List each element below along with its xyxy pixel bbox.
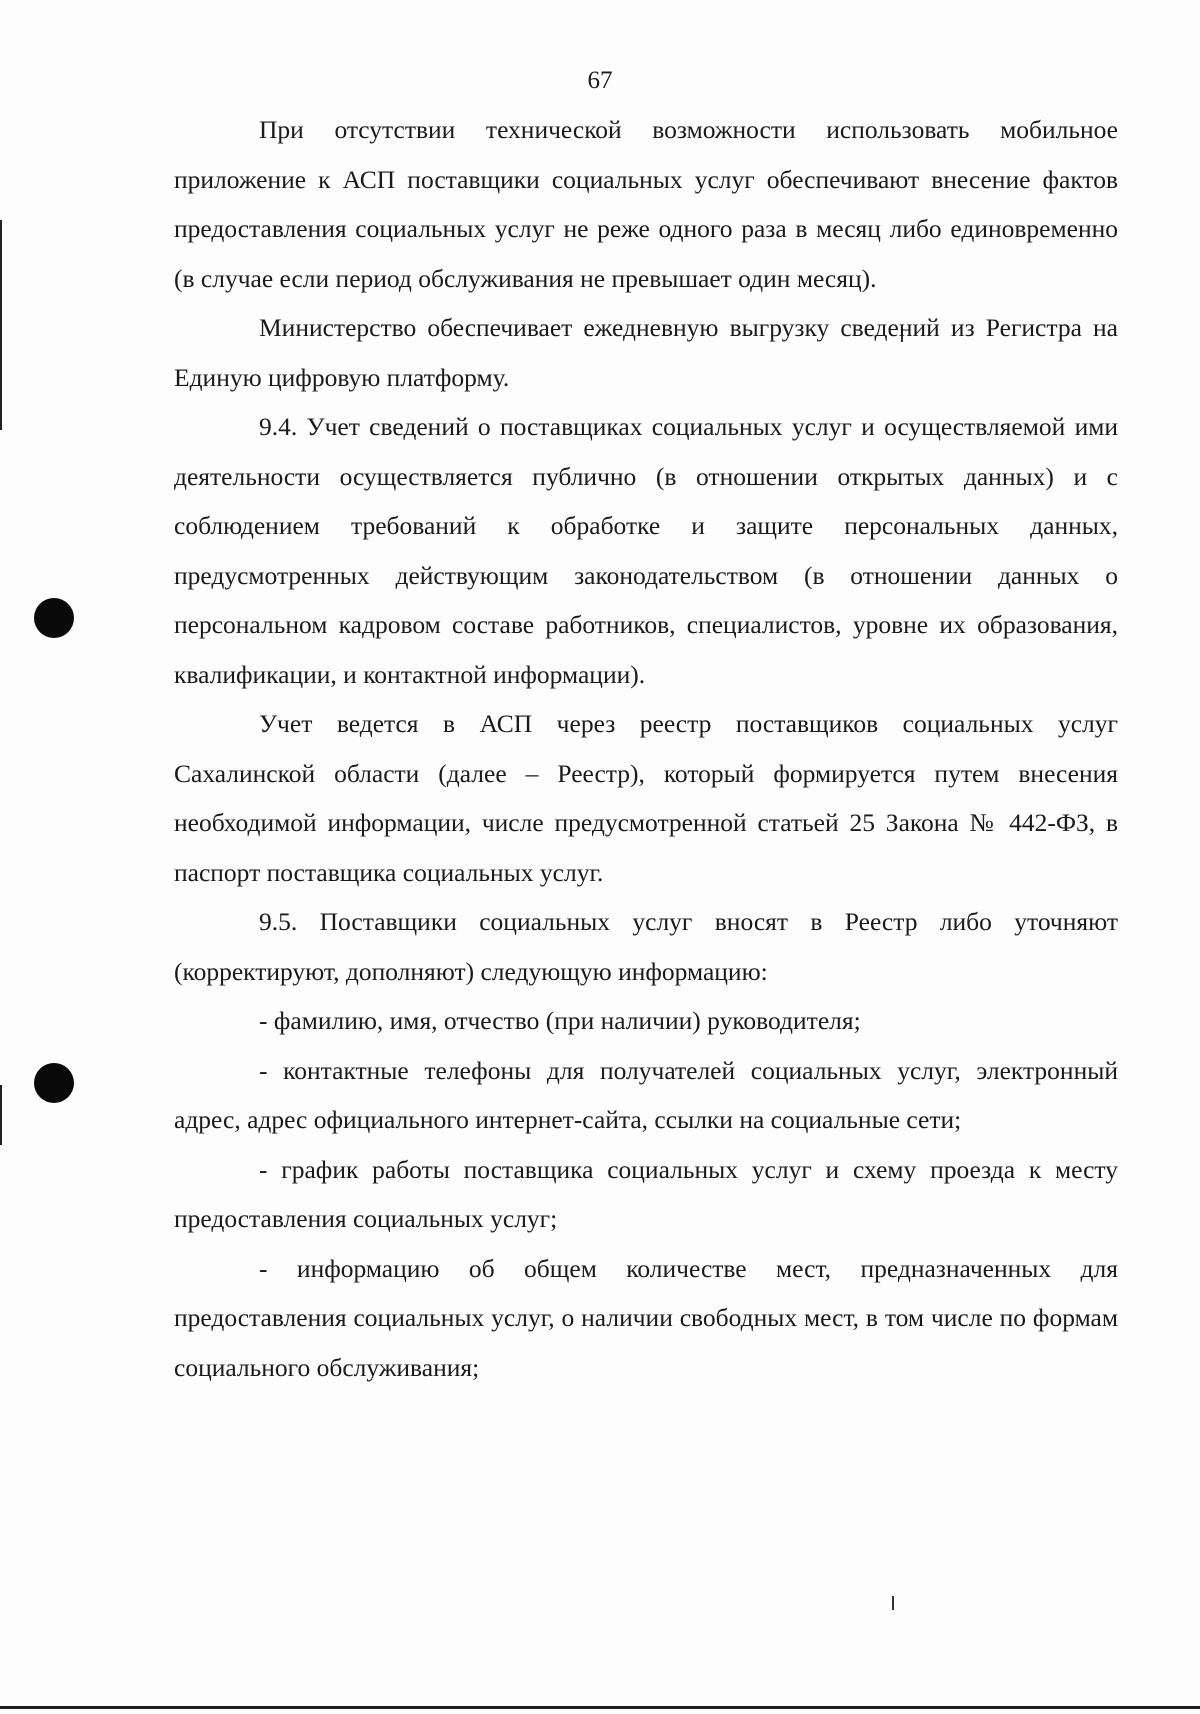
list-item: - фамилию, имя, отчество (при наличии) руководителя; bbox=[259, 1006, 861, 1035]
page-number: 67 bbox=[587, 67, 613, 94]
paragraph: 9.5. Поставщики социальных услуг вносят в Реестр либо уточняют (корректируют, дополняют) следующую информацию: bbox=[174, 907, 1118, 986]
paragraph: 9.4. Учет сведений о поставщиках социальных услуг и осуществляемой ими деятельности осуществляется публично (в отношении открытых данных) и с соблюдением требований к обработке и защите персональных данных, предусмотренных действующим законодательством (в отношении данных о персональном кадровом составе работников, специалистов, уровне их образования, квалификации, и контактной информации). bbox=[174, 412, 1118, 689]
document-body bbox=[174, 105, 1118, 1392]
paragraph: Учет ведется в АСП через реестр поставщиков социальных услуг Сахалинской области (далее – Реестр), который формируется путем внесения необходимой информации, числе предусмотренной статьей 25 Закона № 442-ФЗ, в паспорт поставщика социальных услуг. bbox=[174, 709, 1118, 887]
paragraph: Министерство обеспечивает ежедневную выгрузку сведений из Регистра на Единую цифровую платформу. bbox=[174, 313, 1118, 392]
scan-edge-mark bbox=[0, 1085, 2, 1145]
punch-hole bbox=[34, 1063, 74, 1103]
scan-edge-mark bbox=[0, 220, 2, 430]
list-item: - контактные телефоны для получателей социальных услуг, электронный адрес, адрес официального интернет-сайта, ссылки на социальные сети; bbox=[174, 1055, 1118, 1134]
scan-speck bbox=[892, 1596, 894, 1610]
scan-edge-mark bbox=[0, 1706, 1200, 1709]
paragraph: При отсутствии технической возможности использовать мобильное приложение к АСП поставщики социальных услуг обеспечивают внесение фактов предоставления социальных услуг не реже одного раза в месяц либо единовременно (в случае если период обслуживания не превышает один месяц). bbox=[174, 115, 1118, 293]
list-item: - график работы поставщика социальных услуг и схему проезда к месту предоставления социальных услуг; bbox=[174, 1154, 1118, 1233]
punch-hole bbox=[34, 598, 74, 638]
list-item: - информацию об общем количестве мест, предназначенных для предоставления социальных услуг, о наличии свободных мест, в том числе по формам социального обслуживания; bbox=[174, 1253, 1118, 1382]
